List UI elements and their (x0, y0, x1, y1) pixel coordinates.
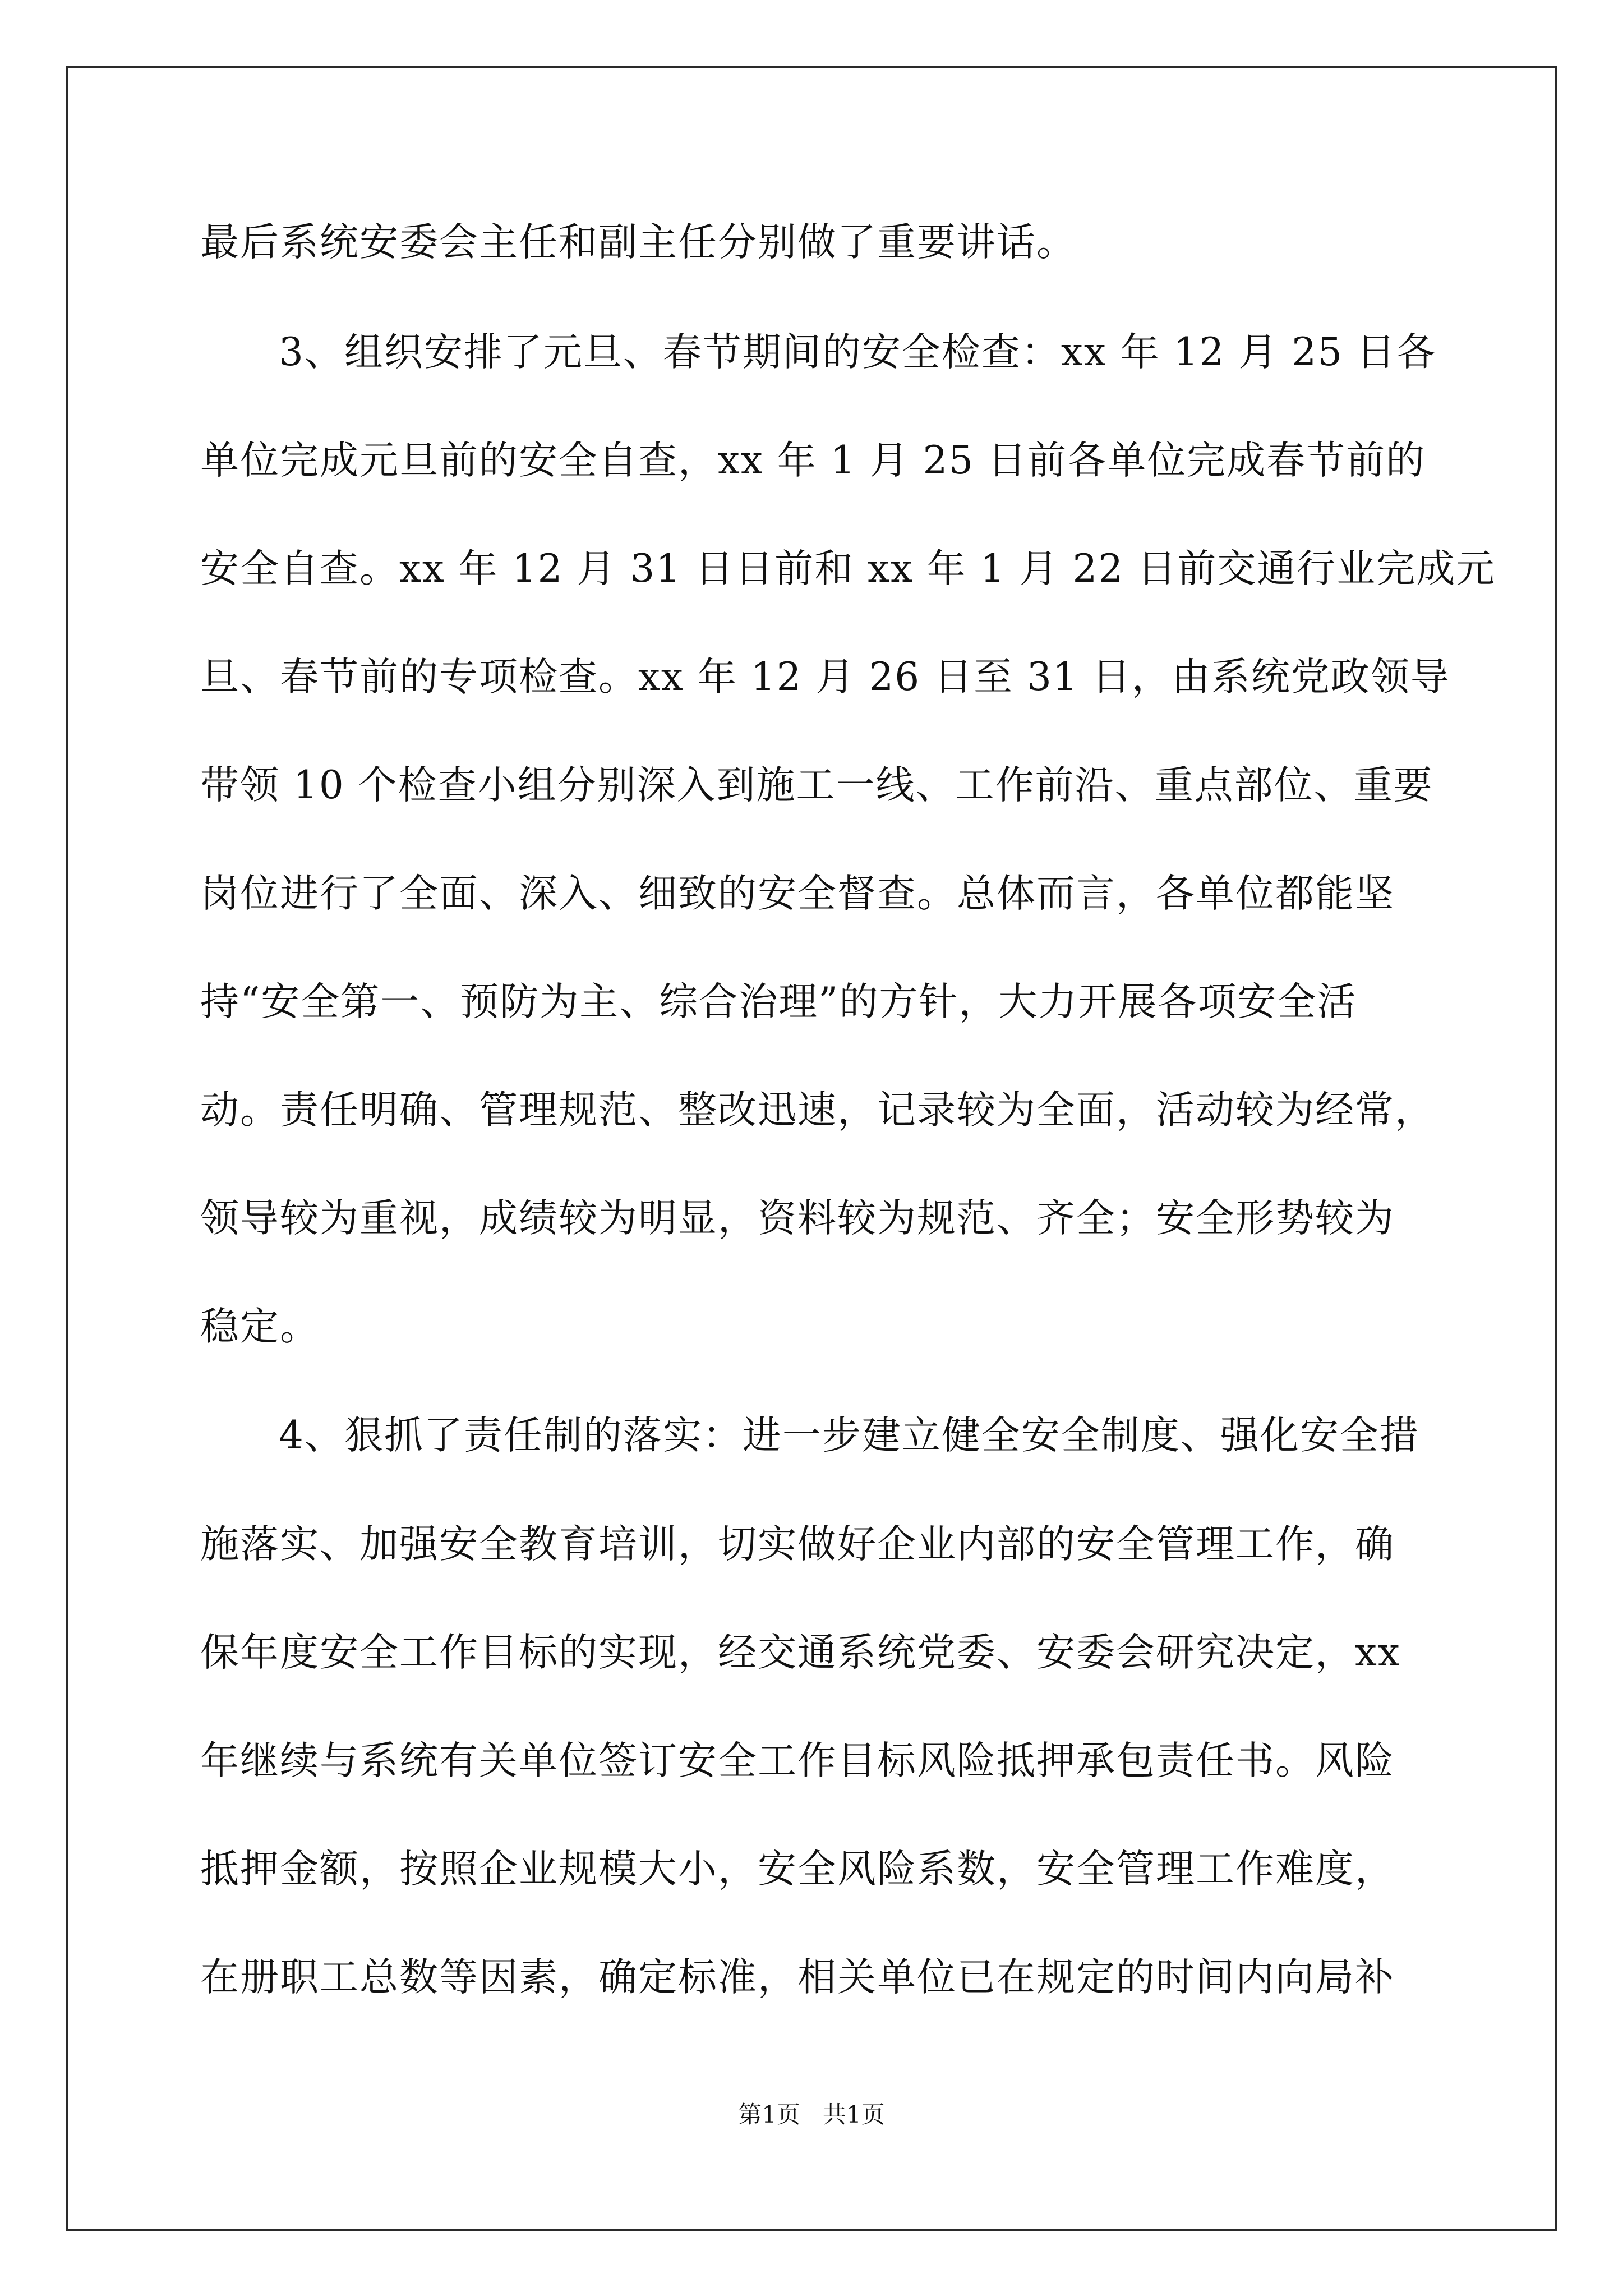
text-line: 旦、春节前的专项检查。xx 年 12 月 26 日至 31 日，由系统党政领导 (200, 655, 1450, 700)
page-border (66, 66, 1557, 2231)
text-line: 稳定。 (200, 1304, 320, 1349)
text-line: 最后系统安委会主任和副主任分别做了重要讲话。 (200, 220, 1076, 265)
text-line: 保年度安全工作目标的实现，经交通系统党委、安委会研究决定，xx (200, 1630, 1401, 1675)
text-line: 在册职工总数等因素，确定标准，相关单位已在规定的时间内向局补 (200, 1955, 1395, 2000)
text-line: 动。责任明确、管理规范、整改迅速，记录较为全面，活动较为经常， (200, 1088, 1435, 1133)
text-line: 带领 10 个检查小组分别深入到施工一线、工作前沿、重点部位、重要 (200, 763, 1433, 808)
page-footer: 第1页 共1页 (738, 2101, 885, 2128)
paragraph-4-line: 4、狠抓了责任制的落实：进一步建立健全安全制度、强化安全措 (279, 1413, 1419, 1458)
text-line: 年继续与系统有关单位签订安全工作目标风险抵押承包责任书。风险 (200, 1738, 1395, 1783)
text-line: 单位完成元旦前的安全自查，xx 年 1 月 25 日前各单位完成春节前的 (200, 438, 1426, 483)
text-line: 持“安全第一、预防为主、综合治理”的方针，大力开展各项安全活 (200, 979, 1357, 1024)
text-line: 施落实、加强安全教育培训，切实做好企业内部的安全管理工作，确 (200, 1522, 1395, 1567)
paragraph-3-line: 3、组织安排了元旦、春节期间的安全检查：xx 年 12 月 25 日各 (279, 330, 1436, 375)
text-line: 领导较为重视，成绩较为明显，资料较为规范、齐全；安全形势较为 (200, 1196, 1395, 1241)
text-line: 安全自查。xx 年 12 月 31 日日前和 xx 年 1 月 22 日前交通行业完成元 (200, 546, 1496, 591)
text-line: 岗位进行了全面、深入、细致的安全督查。总体而言，各单位都能坚 (200, 871, 1395, 916)
text-line: 抵押金额，按照企业规模大小，安全风险系数，安全管理工作难度， (200, 1847, 1395, 1892)
